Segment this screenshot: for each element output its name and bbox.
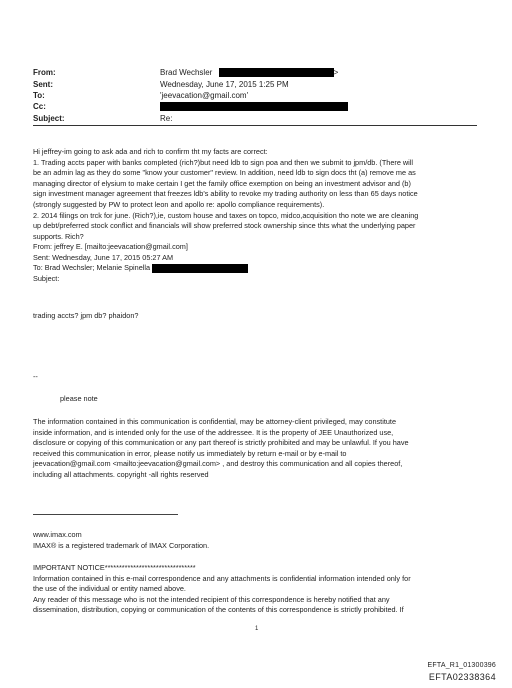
bates-number-2: EFTA02338364 [428,672,496,682]
redaction-bar [152,264,248,273]
quoted-sent: Sent: Wednesday, June 17, 2015 05:27 AM [33,252,174,262]
body-line: Hi jeffrey-im going to ask ada and rich to confirm tht my facts are correct: [33,147,268,156]
note-text: please note [60,394,98,403]
confidentiality-notice [33,417,481,481]
confidential-line: disclosure or copying of this communication or any part thereof is strictly prohibited and may be unlawful. If you have [33,438,409,448]
cc-value [160,102,348,112]
notice-line: Any reader of this message who is not the intended recipient of this correspondence is hereby notified that any [33,594,390,604]
body-line: be an admin lag as they do some "know your customer" review. In addition, need ldb to sign docs tht (a) remove me as [33,168,416,178]
body-line: 2. 2014 filings on trck for june. (Rich?),ie, custom house and taxes on topco, midco,acquisition tho note we are cleaning [33,210,419,220]
quoted-message-text: trading accts? jpm db? phaidon? [33,311,139,320]
confidential-line: jeevacation@gmail.com <mailto:jeevacation@gmail.com> , and destroy this communication and all copies thereof, [33,459,403,469]
quoted-from: From: jeffrey E. [mailto:jeevacation@gmail.com] [33,242,188,251]
signature-divider [33,514,178,515]
sent-label: Sent: [33,80,53,89]
page-number: 1 [255,626,259,632]
confidential-line: inside information, and is intended only for the use of the addressee. It is the property of JEE Unauthorized use, [33,427,394,437]
subject-value: Re: [160,114,173,123]
imax-trademark: IMAX® is a registered trademark of IMAX Corporation. [33,540,210,550]
quoted-subject: Subject: [33,273,60,283]
to-value: 'jeevacation@gmail.com' [160,91,249,100]
quoted-to [33,263,481,274]
redaction-bar [160,102,348,111]
bates-number-1: EFTA_R1_01300396 [427,662,496,669]
quoted-header [33,242,481,284]
imax-url: www.imax.com [33,530,82,539]
confidential-line: received this communication in error, please notify us immediately by return e-mail or by e-mail to [33,448,347,458]
body-line: supports. Rich? [33,231,84,241]
dashes-text: -- [33,372,38,381]
confidential-line: including all attachments. copyright -all rights reserved [33,469,209,479]
quoted-message [33,311,481,322]
redaction-bar [219,68,334,77]
message-body [33,147,481,242]
from-suffix: > [333,68,339,77]
to-label: To: [33,91,45,100]
imax-block [33,530,481,551]
from-name: Brad Wechsler [160,68,213,77]
notice-title: IMPORTANT NOTICE******************************** [33,563,196,572]
header-divider [33,125,477,126]
from-value [160,68,338,78]
from-label: From: [33,68,56,77]
notice-line: Information contained in this e-mail correspondence and any attachments is confidential information intended only for [33,573,411,583]
notice-line: the use of the individual or entity named above. [33,584,186,594]
confidential-line: The information contained in this communication is confidential, may be attorney-client privileged, may constitute [33,417,396,426]
body-line: up debt/preferred stock conflict and financials will show preferred stock ownership since thts what the underlying paper [33,221,416,231]
quoted-to-text: To: Brad Wechsler; Melanie Spinella [33,263,151,273]
body-line: managing director of elysium to make certain I get the family office exemption on being an investment advisor and (b) [33,178,411,188]
important-notice [33,563,481,616]
body-line: 1. Trading accts paper with banks completed (rich?)but need ldb to sign poa and then we submit to jpm/db. (There will [33,157,414,167]
signature-dashes [33,372,481,383]
sent-value: Wednesday, June 17, 2015 1:25 PM [160,80,289,89]
body-line: (strongly suggested by PW to protect leon and apollo re: apollo compliance requirements). [33,199,325,209]
signature-note [60,394,508,405]
cc-label: Cc: [33,102,46,111]
notice-line: dissemination, distribution, copying or communication of the contents of this correspondence is strictly prohibited. If [33,605,404,615]
subject-label: Subject: [33,114,65,123]
body-line: sign investment manager agreement that freezes ldb's ability to revoke my trading authority on less than 65 days notice [33,189,418,199]
